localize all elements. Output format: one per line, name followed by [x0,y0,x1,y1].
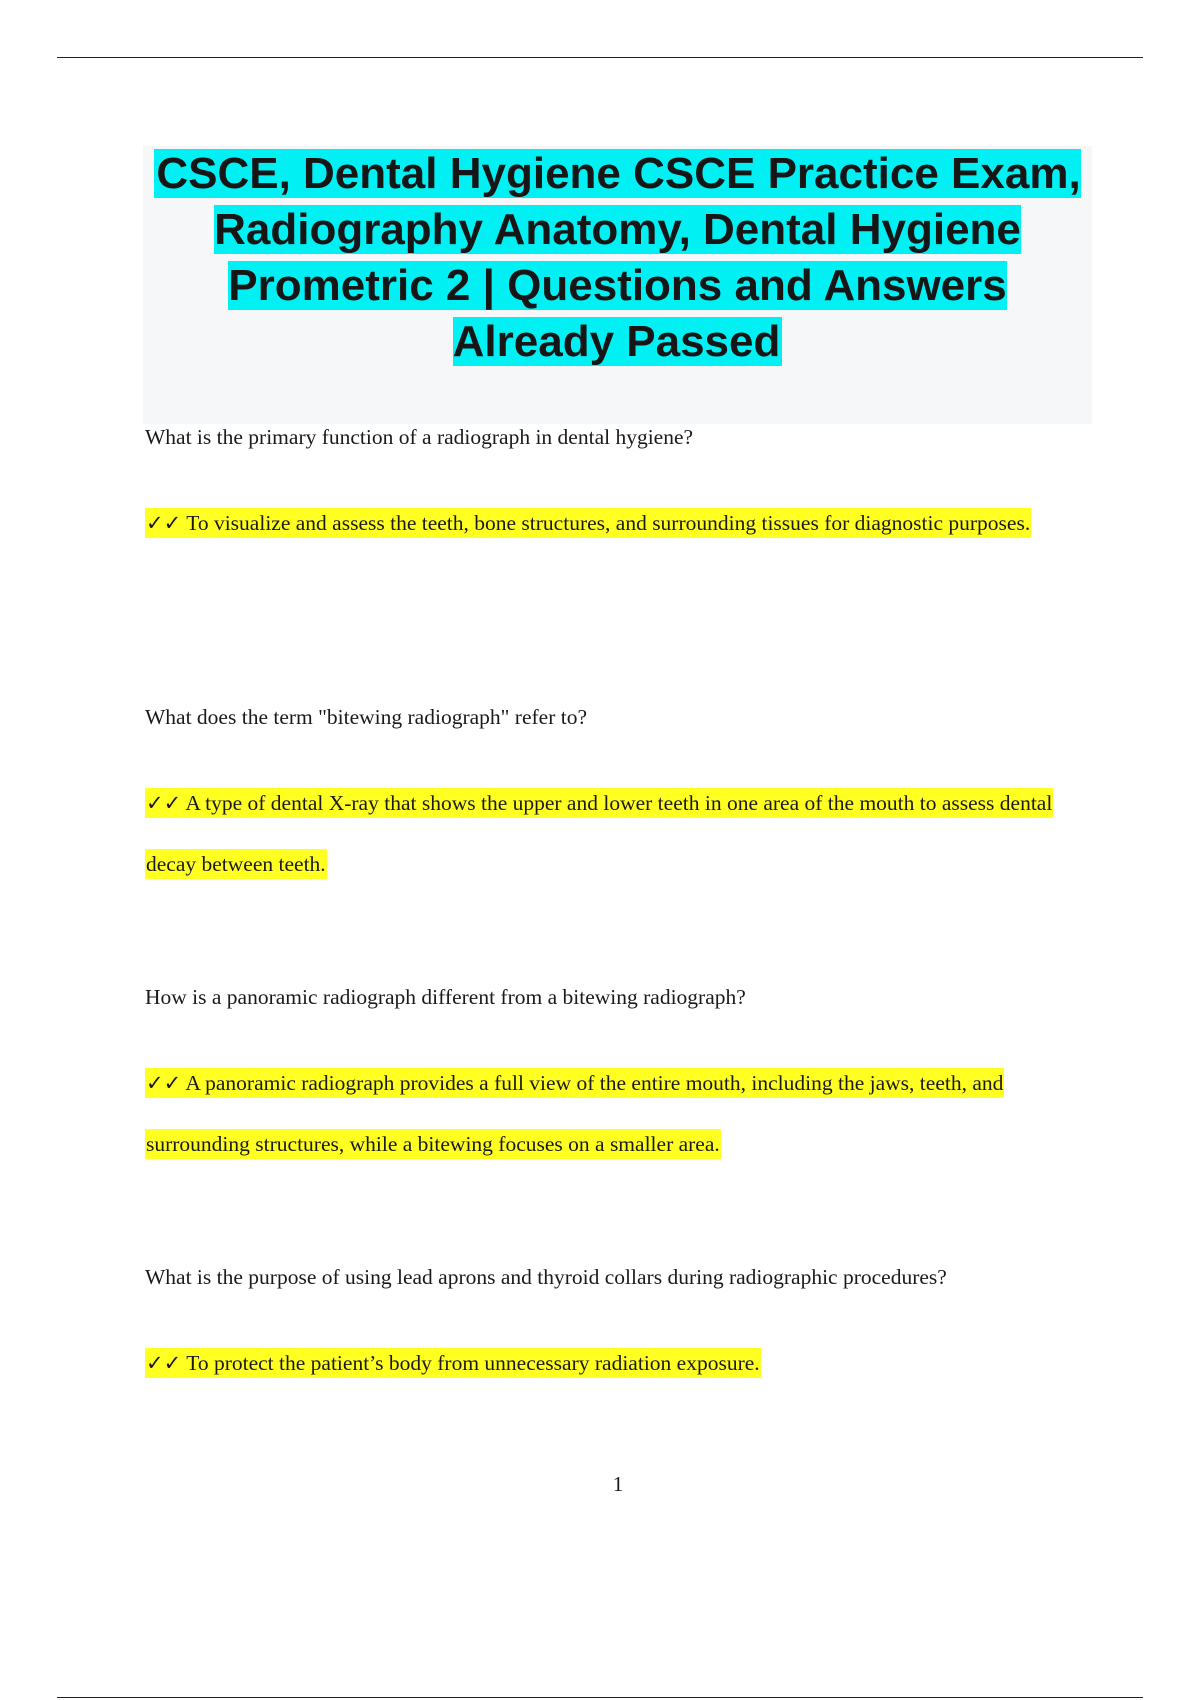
page-number: 1 [612,1472,624,1496]
answer-block [145,493,1105,554]
qa-item-3 [145,983,1105,1175]
answer-text: A panoramic radiograph provides a full view of the entire mouth, including the jaws, teeth, and surrounding structures, while a bitewing focuses on a smaller area. [146,1071,1004,1156]
double-check-icon: ✓✓ [146,1351,182,1375]
qa-item-1 [145,423,1105,554]
question-text: How is a panoramic radiograph different from a bitewing radiograph? [145,985,746,1009]
answer-text: To protect the patient’s body from unnecessary radiation exposure. [186,1351,760,1375]
qa-item-4 [145,1263,1105,1394]
double-check-icon: ✓✓ [146,511,182,535]
header-rule [57,57,1143,58]
double-check-icon: ✓✓ [146,791,182,815]
answer-block [145,1333,1105,1394]
answer-text: To visualize and assess the teeth, bone structures, and surrounding tissues for diagnostic purposes. [186,511,1031,535]
document-title-text: CSCE, Dental Hygiene CSCE Practice Exam, Radiography Anatomy, Dental Hygiene Prometric 2 | Questions and Answers Already Passed [156,149,1081,366]
answer-block [145,1053,1105,1175]
answer-block [145,773,1105,895]
document-title [143,146,1092,370]
question-text: What is the purpose of using lead aprons and thyroid collars during radiographic procedures? [145,1265,947,1289]
question-text: What does the term "bitewing radiograph" refer to? [145,705,588,729]
qa-item-2 [145,703,1105,895]
answer-text: A type of dental X-ray that shows the upper and lower teeth in one area of the mouth to assess dental decay between teeth. [146,791,1053,876]
footer-rule [57,1697,1143,1698]
question-text: What is the primary function of a radiograph in dental hygiene? [145,425,694,449]
double-check-icon: ✓✓ [146,1071,182,1095]
